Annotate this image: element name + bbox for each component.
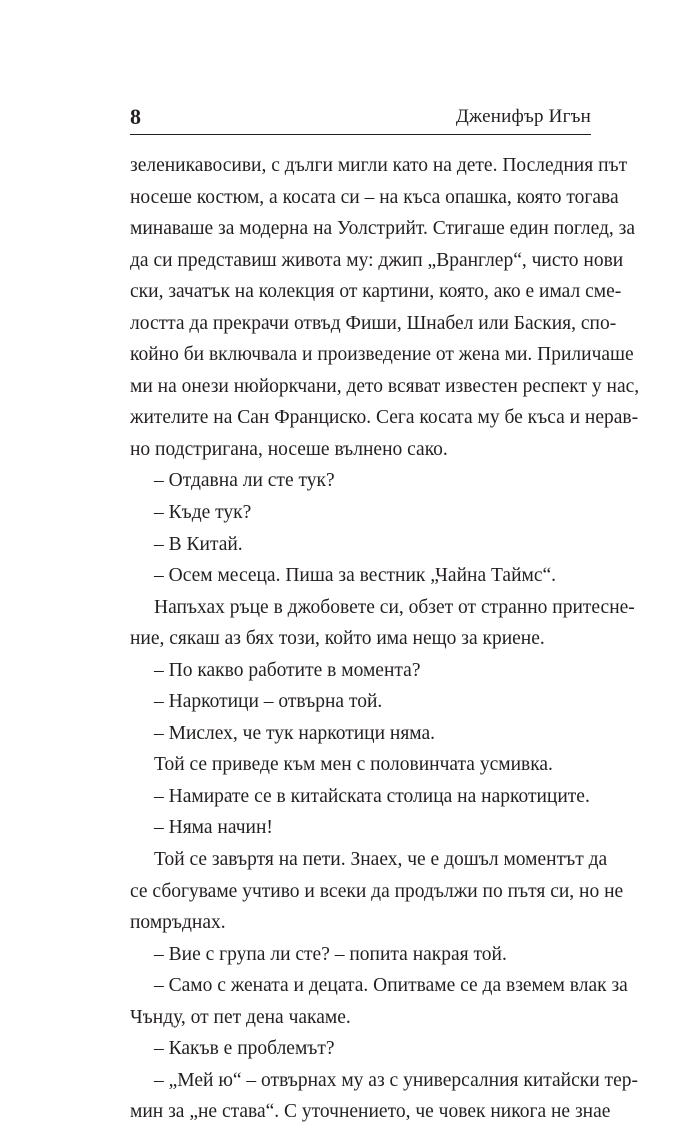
text-line: – Намирате се в китайската столица на наркотиците. xyxy=(154,785,590,807)
text-line: но подстригана, носеше вълнено сако. xyxy=(130,438,448,460)
text-line: ски, зачатък на колекция от картини, която, ако е имал сме- xyxy=(130,281,622,303)
text-line: – Вие с група ли сте? – попита накрая той. xyxy=(154,943,507,965)
text-line: – Осем месеца. Пиша за вестник „Чайна Таймс“. xyxy=(154,565,557,587)
text-line: – Наркотици – отвърна той. xyxy=(154,691,383,713)
text-line: ми на онези нюйоркчани, дето всяват известен респект у нас, xyxy=(130,375,640,397)
text-line: жителите на Сан Франциско. Сега косата му бе къса и нерав- xyxy=(130,407,639,429)
text-line: – Няма начин! xyxy=(154,817,273,839)
text-line: минаваше за модерна на Уолстрийт. Стигаше един поглед, за xyxy=(130,218,636,240)
text-line: помръднах. xyxy=(130,912,226,934)
text-line: лостта да прекрачи отвъд Фиши, Шнабел или Баския, спо- xyxy=(130,312,617,334)
page-number: 8 xyxy=(130,104,141,129)
text-line: се сбогуваме учтиво и всеки да продължи по пътя си, но не xyxy=(130,880,624,902)
text-line: да си представиш живота му: джип „Вранглер“, чисто нови xyxy=(130,249,624,271)
running-head-author: Дженифър Игън xyxy=(455,106,591,127)
text-line: – Само с жената и децата. Опитваме се да вземем влак за xyxy=(154,975,628,997)
text-line: Чънду, от пет дена чакаме. xyxy=(130,1006,351,1028)
header-rule xyxy=(130,134,591,135)
text-line: Той се завъртя на пети. Знаех, че е дошъл моментът да xyxy=(154,849,608,871)
text-line: – „Мей ю“ – отвърнах му аз с универсалния китайски тер- xyxy=(154,1069,638,1091)
text-line: – В Китай. xyxy=(154,533,243,555)
running-head xyxy=(130,102,591,132)
text-line: – По какво работите в момента? xyxy=(154,659,421,681)
text-line: носеше костюм, а косата си – на къса опашка, която тогава xyxy=(130,186,619,208)
text-line: ние, сякаш аз бях този, който има нещо за криене. xyxy=(130,628,545,650)
text-line: Той се приведе към мен с половинчата усмивка. xyxy=(154,754,553,776)
body-text xyxy=(130,150,640,1128)
text-line: – Какъв е проблемът? xyxy=(154,1038,335,1060)
text-line: – Отдавна ли сте тук? xyxy=(154,470,335,492)
text-line: – Мислех, че тук наркотици няма. xyxy=(154,722,436,744)
text-line: койно би включвала и произведение от жена ми. Приличаше xyxy=(130,344,634,366)
text-line: Напъхах ръце в джобовете си, обзет от странно притесне- xyxy=(154,596,635,618)
text-line: зеленикавосиви, с дълги мигли като на дете. Последния път xyxy=(130,155,628,176)
text-line: – Къде тук? xyxy=(154,502,252,524)
text-line: мин за „не става“. С уточнението, че човек никога не знае xyxy=(130,1101,611,1123)
